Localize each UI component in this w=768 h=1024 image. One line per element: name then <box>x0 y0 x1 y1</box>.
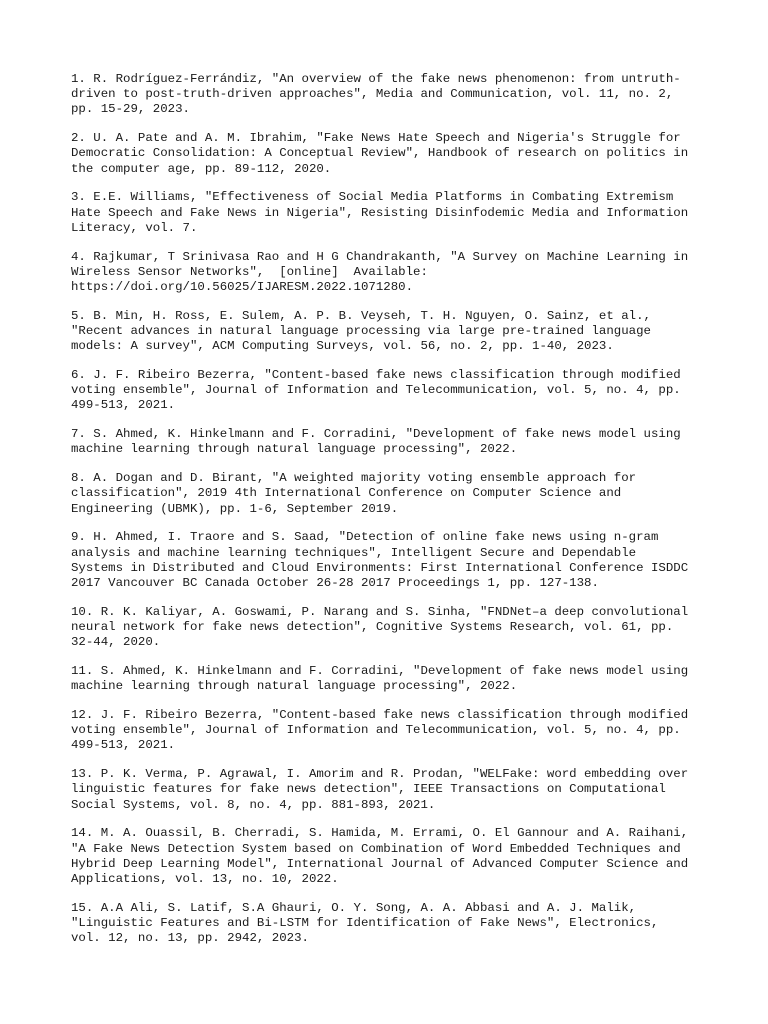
reference-line: Hybrid Deep Learning Model", International Journal of Advanced Computer Science and <box>71 856 689 871</box>
reference-entry <box>71 826 711 887</box>
reference-line: pp. 15-29, 2023. <box>71 102 190 117</box>
reference-line: voting ensemble", Journal of Information and Telecommunication, vol. 5, no. 4, pp. <box>71 723 681 738</box>
reference-line: driven to post-truth-driven approaches", Media and Communication, vol. 11, no. 2, <box>71 87 674 102</box>
reference-entry <box>71 131 711 177</box>
reference-line: linguistic features for fake news detection", IEEE Transactions on Computational <box>71 782 666 797</box>
reference-line: 15. A.A Ali, S. Latif, S.A Ghauri, O. Y. Song, A. A. Abbasi and A. J. Malik, <box>71 900 637 915</box>
reference-line: 6. J. F. Ribeiro Bezerra, "Content-based fake news classification through modified <box>71 368 681 383</box>
reference-line: machine learning through natural language processing", 2022. <box>71 679 518 694</box>
reference-line: 11. S. Ahmed, K. Hinkelmann and F. Corradini, "Development of fake news model using <box>71 664 689 679</box>
reference-line: 499-513, 2021. <box>71 738 176 753</box>
reference-line: Democratic Consolidation: A Conceptual Review", Handbook of research on politics in <box>71 146 689 161</box>
reference-line: 499-513, 2021. <box>71 398 176 413</box>
reference-entry <box>71 368 711 414</box>
reference-line: "A Fake News Detection System based on Combination of Word Embedded Techniques and <box>71 841 681 856</box>
reference-entry <box>71 664 711 694</box>
reference-line: analysis and machine learning techniques", Intelligent Secure and Dependable <box>71 545 637 560</box>
reference-line: 1. R. Rodríguez-Ferrándiz, "An overview of the fake news phenomenon: from untruth- <box>71 72 681 86</box>
reference-line: 12. J. F. Ribeiro Bezerra, "Content-based fake news classification through modified <box>71 708 689 723</box>
reference-line: models: A survey", ACM Computing Surveys, vol. 56, no. 2, pp. 1-40, 2023. <box>71 339 614 354</box>
reference-line: https://doi.org/10.56025/IJARESM.2022.1071280. <box>71 280 414 295</box>
reference-line: "Recent advances in natural language processing via large pre-trained language <box>71 324 651 339</box>
reference-line: Wireless Sensor Networks", [online] Available: <box>71 264 428 279</box>
reference-line: 4. Rajkumar, T Srinivasa Rao and H G Chandrakanth, "A Survey on Machine Learning in <box>71 249 689 264</box>
reference-entry <box>71 190 711 236</box>
reference-entry <box>71 605 711 651</box>
reference-list <box>71 72 711 960</box>
reference-line: Applications, vol. 13, no. 10, 2022. <box>71 872 339 887</box>
reference-line: 14. M. A. Ouassil, B. Cherradi, S. Hamida, M. Errami, O. El Gannour and A. Raihani, <box>71 826 689 841</box>
reference-line: 2017 Vancouver BC Canada October 26-28 2017 Proceedings 1, pp. 127-138. <box>71 576 599 591</box>
reference-line: Engineering (UBMK), pp. 1-6, September 2019. <box>71 501 399 516</box>
reference-line: Literacy, vol. 7. <box>71 220 198 235</box>
reference-line: 8. A. Dogan and D. Birant, "A weighted majority voting ensemble approach for <box>71 471 637 486</box>
reference-entry <box>71 708 711 754</box>
reference-entry <box>71 309 711 355</box>
reference-entry <box>71 767 711 813</box>
reference-line: 10. R. K. Kaliyar, A. Goswami, P. Narang and S. Sinha, "FNDNet–a deep convolutional <box>71 604 689 619</box>
reference-entry <box>71 530 711 591</box>
reference-line: Social Systems, vol. 8, no. 4, pp. 881-893, 2021. <box>71 797 436 812</box>
reference-entry <box>71 72 711 118</box>
reference-line: Systems in Distributed and Cloud Environments: First International Conference ISDDC <box>71 560 689 575</box>
reference-entry <box>71 901 711 947</box>
reference-line: 13. P. K. Verma, P. Agrawal, I. Amorim and R. Prodan, "WELFake: word embedding over <box>71 767 689 782</box>
reference-entry <box>71 427 711 457</box>
reference-line: 7. S. Ahmed, K. Hinkelmann and F. Corradini, "Development of fake news model using <box>71 427 681 442</box>
reference-line: 9. H. Ahmed, I. Traore and S. Saad, "Detection of online fake news using n-gram <box>71 530 659 545</box>
reference-line: machine learning through natural language processing", 2022. <box>71 442 518 457</box>
reference-line: voting ensemble", Journal of Information and Telecommunication, vol. 5, no. 4, pp. <box>71 383 681 398</box>
reference-line: 3. E.E. Williams, "Effectiveness of Social Media Platforms in Combating Extremism <box>71 190 674 205</box>
reference-line: 32-44, 2020. <box>71 635 161 650</box>
reference-line: the computer age, pp. 89-112, 2020. <box>71 161 332 176</box>
reference-line: 5. B. Min, H. Ross, E. Sulem, A. P. B. Veyseh, T. H. Nguyen, O. Sainz, et al., <box>71 308 651 323</box>
reference-entry <box>71 250 711 296</box>
reference-line: 2. U. A. Pate and A. M. Ibrahim, "Fake News Hate Speech and Nigeria's Struggle for <box>71 131 681 146</box>
reference-entry <box>71 471 711 517</box>
reference-line: "Linguistic Features and Bi-LSTM for Identification of Fake News", Electronics, <box>71 916 659 931</box>
reference-line: classification", 2019 4th International Conference on Computer Science and <box>71 486 622 501</box>
reference-line: vol. 12, no. 13, pp. 2942, 2023. <box>71 931 309 946</box>
reference-line: neural network for fake news detection", Cognitive Systems Research, vol. 61, pp. <box>71 620 674 635</box>
reference-line: Hate Speech and Fake News in Nigeria", Resisting Disinfodemic Media and Information <box>71 205 689 220</box>
